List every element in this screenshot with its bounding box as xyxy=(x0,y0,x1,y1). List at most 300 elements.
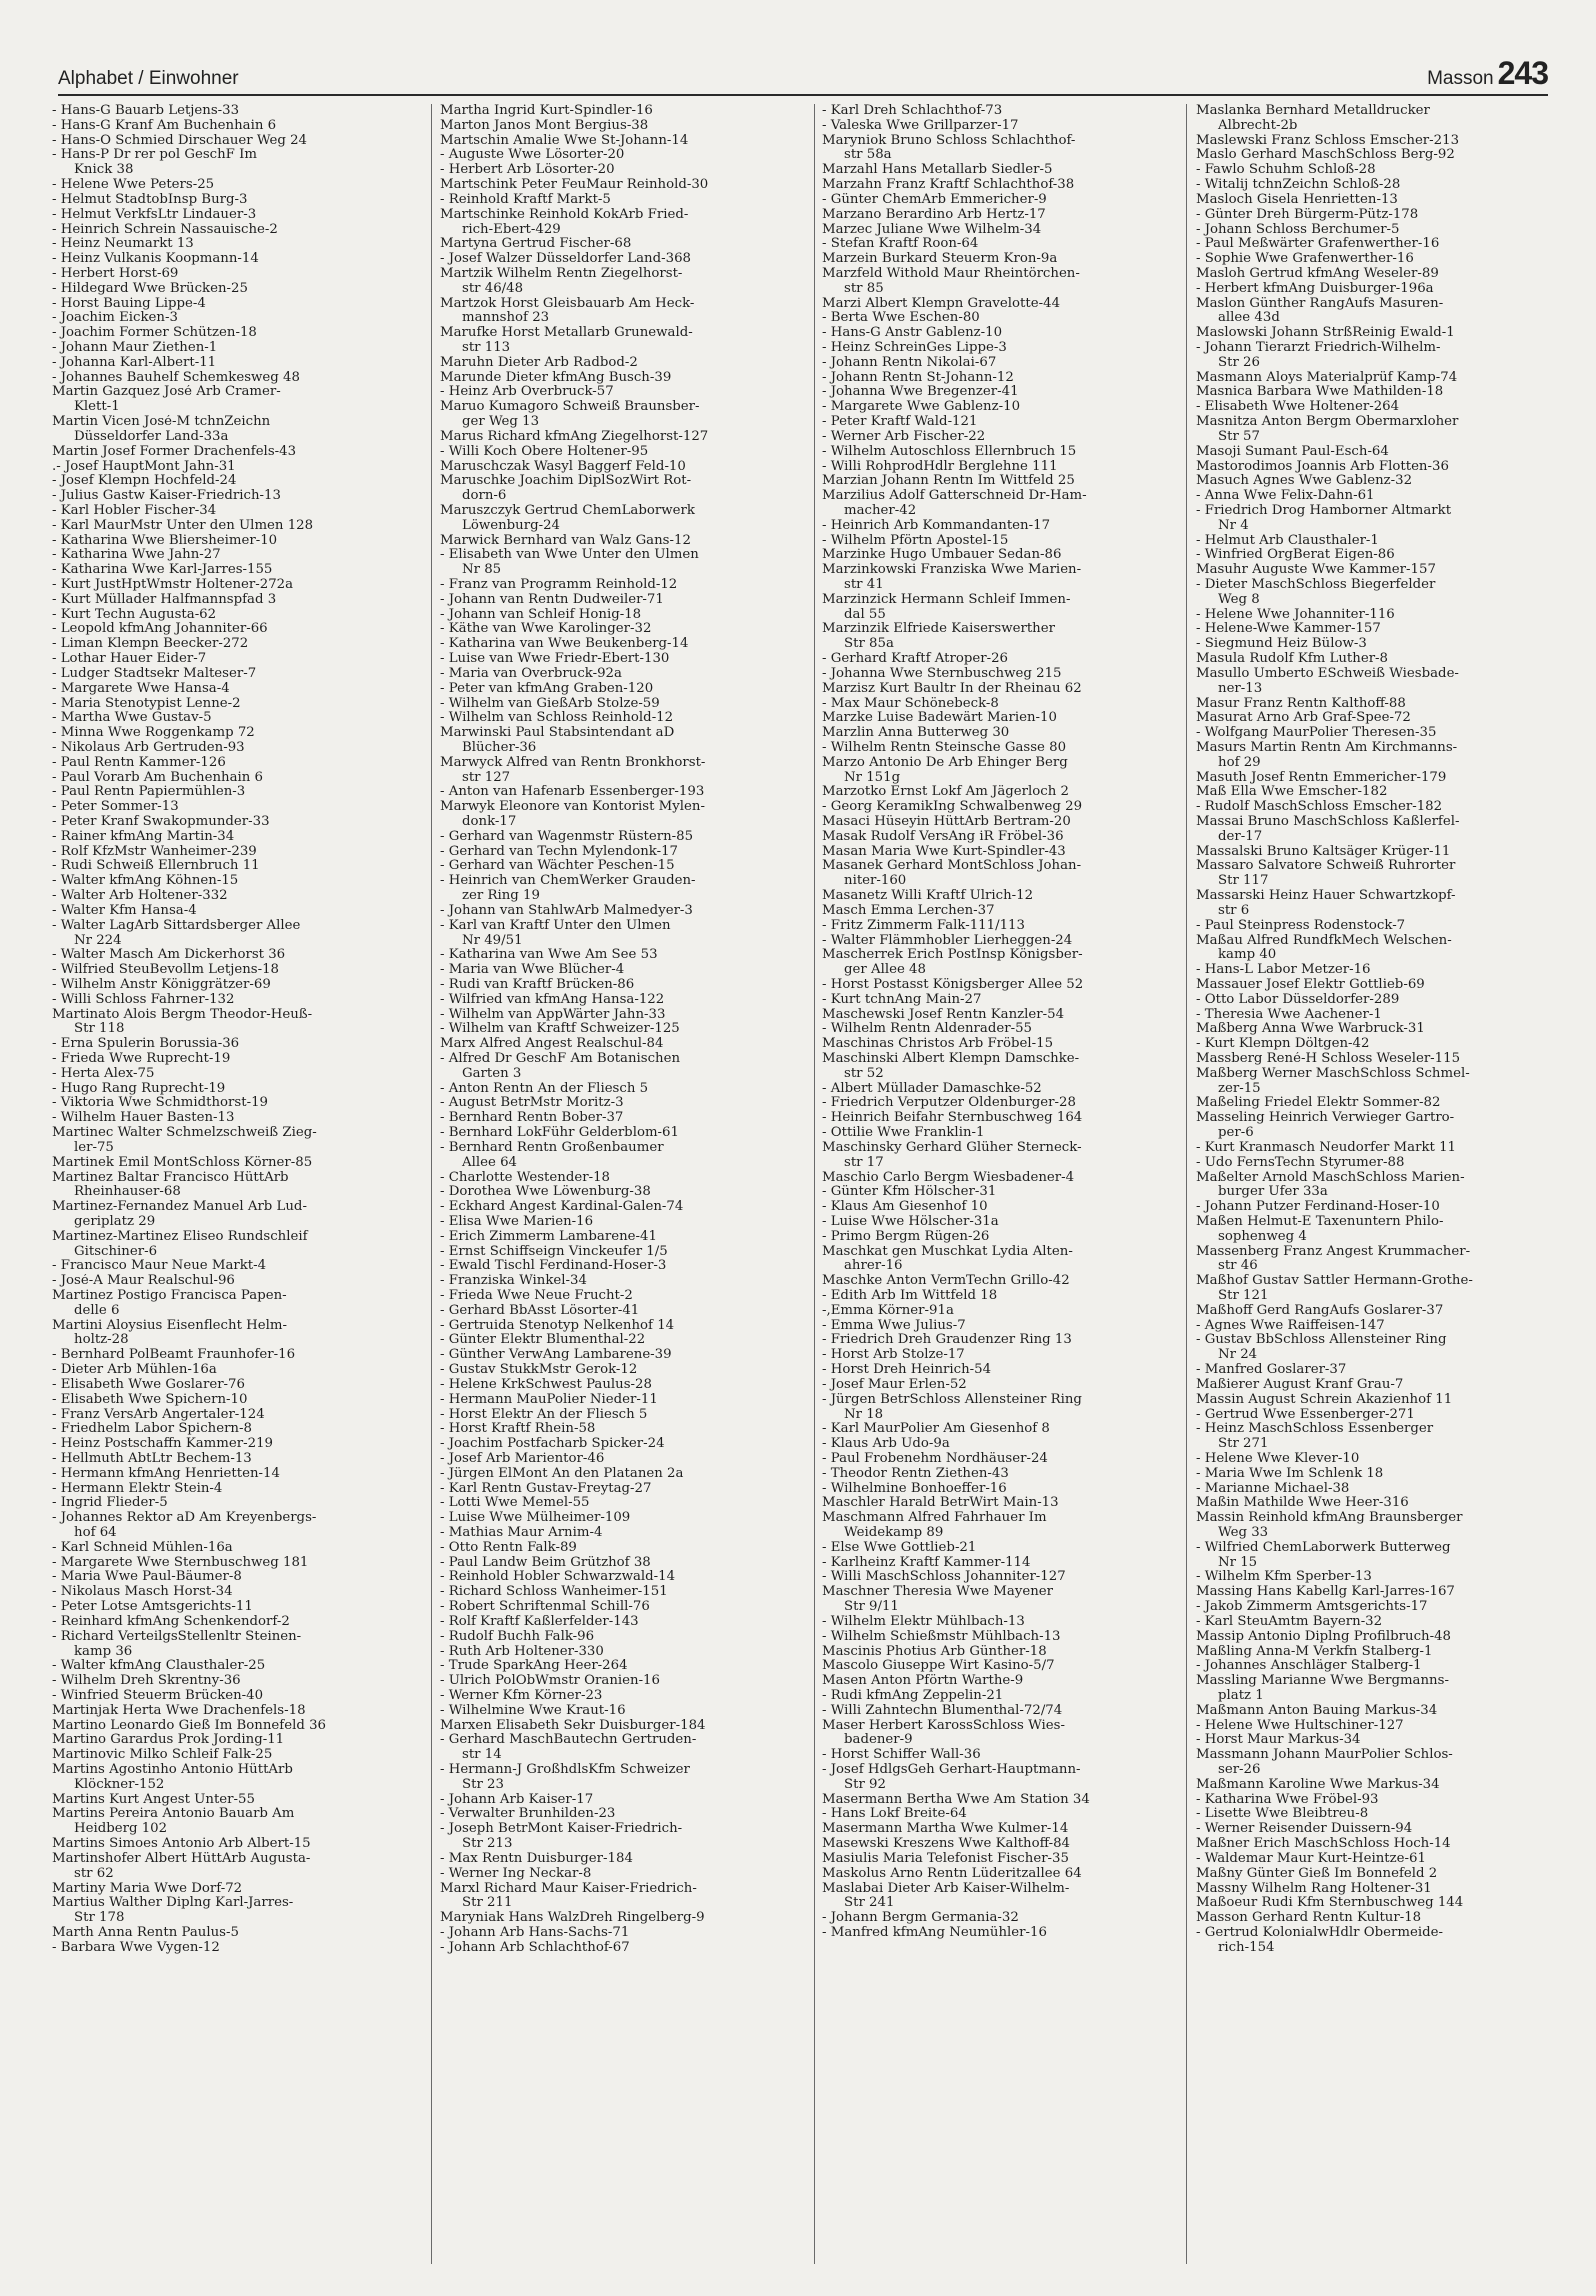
directory-entry-line: Str 213 xyxy=(462,1837,513,1852)
directory-entry-line: - Horst Maur Markus-34 xyxy=(1196,1733,1361,1748)
directory-entry-line: dorn-6 xyxy=(462,489,507,504)
directory-entry-line: str 17 xyxy=(844,1155,884,1170)
directory-entry-line: Maßeling Friedel Elektr Sommer-82 xyxy=(1196,1096,1441,1111)
directory-entry-line: Nr 24 xyxy=(1218,1348,1258,1363)
directory-entry-line: str 52 xyxy=(844,1066,884,1081)
directory-entry-line: - Kurt JustHptWmstr Holtener-272a xyxy=(52,578,294,592)
directory-entry-line: - Charlotte Westender-18 xyxy=(440,1170,610,1185)
directory-entry-line: Marzfeld Withold Maur Rheintörchen- xyxy=(822,266,1080,281)
directory-entry-line: Marwyk Eleonore van Kontorist Mylen- xyxy=(440,800,705,815)
directory-entry-line: Maßierer August Kranf Grau-7 xyxy=(1196,1377,1404,1392)
directory-entry-line: Massin August Schrein Akazienhof 11 xyxy=(1196,1392,1453,1407)
directory-entry-line: - Johann Arb Hans-Sachs-71 xyxy=(440,1925,630,1940)
directory-entry-line: - Trude SparkAng Heer-264 xyxy=(440,1659,628,1674)
directory-entry-line: - Gertruida Stenotyp Nelkenhof 14 xyxy=(440,1318,675,1333)
directory-entry-line: Masaci Hüseyin HüttArb Bertram-20 xyxy=(822,815,1071,829)
directory-entry-line: - Gerhard van Techn Mylendonk-17 xyxy=(440,844,679,859)
directory-entry-line: hof 64 xyxy=(74,1526,117,1540)
directory-entry-line: Nr 15 xyxy=(1218,1555,1258,1570)
directory-entry-line: - Manfred kfmAng Neumühler-16 xyxy=(822,1925,1047,1940)
directory-entry-line: Maruszczyk Gertrud ChemLaborwerk xyxy=(440,503,695,518)
directory-entry-line: Str 23 xyxy=(462,1777,504,1792)
directory-entry-line: Martins Agostinho Antonio HüttArb xyxy=(52,1763,293,1777)
directory-entry-line: - Paul Steinpress Rodenstock-7 xyxy=(1196,918,1406,933)
directory-entry-line: - Leopold kfmAng Johanniter-66 xyxy=(52,622,268,637)
directory-entry-line: - Hans-G Bauarb Letjens-33 xyxy=(52,104,240,118)
directory-entry-line: - Josef Arb Marientor-46 xyxy=(440,1451,605,1466)
directory-entry-line: - Karlheinz Kraftf Kammer-114 xyxy=(822,1555,1031,1570)
directory-entry-line: - Hildegard Wwe Brücken-25 xyxy=(52,281,248,296)
directory-entry-line: str 14 xyxy=(462,1748,502,1763)
directory-entry-line: Maruschke Joachim DiplSozWirt Rot- xyxy=(440,474,692,489)
directory-entry-line: Maschewski Josef Rentn Kanzler-54 xyxy=(822,1007,1065,1022)
directory-entry-line: - Rolf KfzMstr Wanheimer-239 xyxy=(52,844,257,859)
directory-entry-line: - Dieter Arb Mühlen-16a xyxy=(52,1363,217,1378)
directory-entry-line: Masuch Agnes Wwe Gablenz-32 xyxy=(1196,474,1413,489)
directory-entry-line: - Bernhard PolBeamt Fraunhofer-16 xyxy=(52,1348,296,1363)
directory-entry-line: Maßner Erich MaschSchloss Hoch-14 xyxy=(1196,1837,1451,1852)
directory-entry-line: - Maria van Overbruck-92a xyxy=(440,666,622,681)
directory-entry-line: Marxen Elisabeth Sekr Duisburger-184 xyxy=(440,1718,706,1733)
directory-entry-line: - Jürgen ElMont An den Platanen 2a xyxy=(440,1466,684,1481)
directory-entry-line: - Bernhard LokFühr Gelderblom-61 xyxy=(440,1126,679,1141)
directory-entry-line: - Edith Arb Im Wittfeld 18 xyxy=(822,1289,998,1303)
directory-entry-line: Massauer Josef Elektr Gottlieb-69 xyxy=(1196,977,1425,992)
directory-entry-line: Maschio Carlo Bergm Wiesbadener-4 xyxy=(822,1170,1075,1185)
directory-entry-line: Garten 3 xyxy=(462,1066,522,1081)
directory-entry-line: Masula Rudolf Kfm Luther-8 xyxy=(1196,652,1388,667)
directory-entry-line: Massenberg Franz Angest Krummacher- xyxy=(1196,1244,1471,1259)
directory-entry-line: - Johann Arb Schlachthof-67 xyxy=(440,1940,630,1955)
directory-entry-line: Martinato Alois Bergm Theodor-Heuß- xyxy=(52,1007,313,1022)
directory-entry-line: - Gerhard van Wächter Peschen-15 xyxy=(440,859,675,874)
directory-entry-line: - Johann Maur Ziethen-1 xyxy=(52,341,218,355)
directory-entry-line: - Lotti Wwe Memel-55 xyxy=(440,1496,590,1511)
directory-entry-line: - Wilhelm Elektr Mühlbach-13 xyxy=(822,1614,1025,1629)
directory-entry-line: - Heinz SchreinGes Lippe-3 xyxy=(822,341,1007,355)
directory-entry-line: Nr 18 xyxy=(844,1407,884,1422)
directory-entry-line: Marus Richard kfmAng Ziegelhorst-127 xyxy=(440,429,709,444)
directory-entry-line: Düsseldorfer Land-33a xyxy=(74,429,229,444)
directory-entry-line: Marzano Berardino Arb Hertz-17 xyxy=(822,207,1046,222)
directory-entry-line: burger Ufer 33a xyxy=(1218,1185,1328,1200)
directory-entry-line: Maslanka Bernhard Metalldrucker xyxy=(1196,104,1430,118)
directory-entry-line: Martins Simoes Antonio Arb Albert-15 xyxy=(52,1837,311,1852)
directory-entry-line: - Eckhard Angest Kardinal-Galen-74 xyxy=(440,1200,684,1215)
directory-entry-line: Marzlin Anna Butterweg 30 xyxy=(822,726,1010,741)
directory-entry-line: - Gerhard van Wagenmstr Rüstern-85 xyxy=(440,829,694,844)
directory-entry-line: - Josef Klempn Hochfeld-24 xyxy=(52,474,237,489)
column-divider xyxy=(814,104,815,2264)
directory-entry-line: kamp 36 xyxy=(74,1644,133,1659)
directory-entry-line: - Siegmund Heiz Bülow-3 xyxy=(1196,637,1367,652)
directory-entry-line: Maßhof Gustav Sattler Hermann-Grothe- xyxy=(1196,1274,1473,1289)
directory-entry-line: - Gerhard BbAsst Lösorter-41 xyxy=(440,1303,640,1318)
directory-entry-line: - Walter LagArb Sittardsberger Allee xyxy=(52,918,301,933)
directory-entry-line: Masloch Gisela Henrietten-13 xyxy=(1196,192,1398,207)
directory-entry-line: - Kurt Klempn Döltgen-42 xyxy=(1196,1037,1370,1052)
directory-entry-line: - Horst Elektr An der Fliesch 5 xyxy=(440,1407,648,1422)
directory-entry-line: - Bernhard Rentn Bober-37 xyxy=(440,1111,624,1126)
directory-entry-line: Masuth Josef Rentn Emmericher-179 xyxy=(1196,770,1447,785)
directory-entry-line: - Walter Masch Am Dickerhorst 36 xyxy=(52,948,286,963)
directory-entry-line: Mastorodimos Joannis Arb Flotten-36 xyxy=(1196,459,1449,474)
directory-entry-line: badener-9 xyxy=(844,1733,913,1748)
directory-entry-line: Martinec Walter Schmelzschweiß Zieg- xyxy=(52,1126,317,1141)
directory-entry-line: Maschmann Alfred Fahrhauer Im xyxy=(822,1511,1047,1526)
directory-entry-line: Maslon Günther RangAufs Masuren- xyxy=(1196,296,1444,311)
directory-entry-line: Maslabai Dieter Arb Kaiser-Wilhelm- xyxy=(822,1881,1070,1896)
directory-entry-line: Marzahn Franz Kraftf Schlachthof-38 xyxy=(822,178,1075,193)
directory-entry-line: - Francisco Maur Neue Markt-4 xyxy=(52,1259,267,1274)
directory-entry-line: - Rudolf MaschSchloss Emscher-182 xyxy=(1196,800,1443,815)
directory-entry-line: - Karl MaurMstr Unter den Ulmen 128 xyxy=(52,518,314,533)
directory-entry-line: - Albert Müllader Damaschke-52 xyxy=(822,1081,1042,1096)
directory-entry-line: Martins Pereira Antonio Bauarb Am xyxy=(52,1807,295,1822)
directory-entry-line: - Helene Wwe Johanniter-116 xyxy=(1196,607,1395,622)
directory-entry-line: - Walter Kfm Hansa-4 xyxy=(52,903,197,918)
directory-entry-line: - Wilhelm van GießArb Stolze-59 xyxy=(440,696,660,711)
directory-entry-line: - Walter kfmAng Köhnen-15 xyxy=(52,874,239,889)
directory-entry-line: - Berta Wwe Eschen-80 xyxy=(822,311,980,326)
directory-entry-line: - Wilhelm van Schloss Reinhold-12 xyxy=(440,711,674,726)
directory-entry-line: Maßmann Karoline Wwe Markus-34 xyxy=(1196,1777,1440,1792)
directory-entry-line: Martinez-Fernandez Manuel Arb Lud- xyxy=(52,1200,307,1215)
directory-entry-line: - Joseph BetrMont Kaiser-Friedrich- xyxy=(440,1822,683,1837)
directory-entry-line: Martha Ingrid Kurt-Spindler-16 xyxy=(440,104,653,118)
directory-entry-line: hof 29 xyxy=(1218,755,1261,770)
page-number: 243 xyxy=(1497,55,1548,91)
directory-entry-line: Masseling Heinrich Verwieger Gartro- xyxy=(1196,1111,1455,1126)
directory-entry-line: Marzotko Ernst Lokf Am Jägerloch 2 xyxy=(822,785,1069,800)
directory-entry-line: - Hermann kfmAng Henrietten-14 xyxy=(52,1466,280,1481)
directory-entry-line: - Willi Koch Obere Holtener-95 xyxy=(440,444,649,459)
directory-entry-line: Martinez-Martinez Eliseo Rundschleif xyxy=(52,1229,308,1244)
directory-entry-line: - Friedrich Dreh Graudenzer Ring 13 xyxy=(822,1333,1072,1348)
directory-entry-line: - Wilhelm Rentn Steinsche Gasse 80 xyxy=(822,740,1067,755)
directory-entry-line: - Helmut StadtobInsp Burg-3 xyxy=(52,192,248,207)
directory-entry-line: allee 43d xyxy=(1218,311,1280,326)
directory-entry-line: Maßoeur Rudi Kfm Sternbuschweg 144 xyxy=(1196,1896,1464,1911)
directory-entry-line: - Günter Kfm Hölscher-31 xyxy=(822,1185,997,1200)
directory-entry-line: - Peter Sommer-13 xyxy=(52,800,179,815)
directory-entry-line: - Johann Tierarzt Friedrich-Wilhelm- xyxy=(1196,341,1441,355)
directory-entry-line: - Erich Zimmerm Lambarene-41 xyxy=(440,1229,657,1244)
directory-entry-line: Knick 38 xyxy=(74,163,134,178)
directory-entry-line: Marzinke Hugo Umbauer Sedan-86 xyxy=(822,548,1062,563)
directory-entry-line: - Dieter MaschSchloss Biegerfelder xyxy=(1196,578,1436,592)
directory-entry-line: - Margarete Wwe Hansa-4 xyxy=(52,681,230,696)
directory-entry-line: Mascherrek Erich PostInsp Königsber- xyxy=(822,948,1083,963)
directory-entry-line: - Elisabeth van Wwe Unter den Ulmen xyxy=(440,548,699,563)
directory-entry-line: Masermann Martha Wwe Kulmer-14 xyxy=(822,1822,1069,1837)
directory-entry-line: Marton Janos Mont Bergius-38 xyxy=(440,118,649,133)
directory-entry-line: - Erna Spulerin Borussia-36 xyxy=(52,1037,240,1052)
directory-entry-line: - Walter Arb Holtener-332 xyxy=(52,889,228,904)
directory-entry-line: - Viktoria Wwe Schmidthorst-19 xyxy=(52,1096,268,1111)
directory-entry-line: - Johann van Schleif Honig-18 xyxy=(440,607,642,622)
directory-entry-line: - Helmut Arb Clausthaler-1 xyxy=(1196,533,1379,548)
directory-entry-line: - Waldemar Maur Kurt-Heintze-61 xyxy=(1196,1851,1426,1866)
directory-entry-line: - Ingrid Flieder-5 xyxy=(52,1496,168,1511)
directory-entry-line: - Gerhard MaschBautechn Gertruden- xyxy=(440,1733,697,1748)
directory-entry-line: - Bernhard Rentn Großenbaumer xyxy=(440,1140,664,1155)
directory-entry-line: Marwinski Paul Stabsintendant aD xyxy=(440,726,675,741)
directory-entry-line: Maßen Helmut-E Taxenuntern Philo- xyxy=(1196,1214,1444,1229)
directory-entry-line: - Lothar Hauer Eider-7 xyxy=(52,652,207,667)
directory-entry-line: - Wilhelm van Kraftf Schweizer-125 xyxy=(440,1022,680,1037)
directory-entry-line: - Fawlo Schuhm Schloß-28 xyxy=(1196,163,1376,178)
directory-entry-line: Martyna Gertrud Fischer-68 xyxy=(440,237,632,252)
directory-entry-line: - Friedhelm Labor Spichern-8 xyxy=(52,1422,252,1437)
directory-entry-line: - Horst Kraftf Rhein-58 xyxy=(440,1422,596,1437)
directory-entry-line: Maßhoff Gerd RangAufs Goslarer-37 xyxy=(1196,1303,1444,1318)
directory-entry-line: - Josef Maur Erlen-52 xyxy=(822,1377,967,1392)
directory-entry-line: - Helene Wwe Klever-10 xyxy=(1196,1451,1360,1466)
directory-entry-line: Gitschiner-6 xyxy=(74,1244,158,1259)
directory-entry-line: - Wilhelm Dreh Skrentny-36 xyxy=(52,1674,241,1689)
directory-entry-line: - Katharina Wwe Jahn-27 xyxy=(52,548,221,563)
directory-entry-line: - Hans Lokf Breite-64 xyxy=(822,1807,967,1822)
directory-entry-line: - Luise van Wwe Friedr-Ebert-130 xyxy=(440,652,670,667)
directory-entry-line: str 46 xyxy=(1218,1259,1258,1274)
directory-entry-line: - Karl Hobler Fischer-34 xyxy=(52,503,217,518)
directory-entry-line: - Rolf Kraftf Kaßlerfelder-143 xyxy=(440,1614,639,1629)
directory-entry-line: - Richard Schloss Wanheimer-151 xyxy=(440,1585,668,1600)
directory-entry-line: Massarski Heinz Hauer Schwartzkopf- xyxy=(1196,889,1456,904)
directory-entry-line: - Emma Wwe Julius-7 xyxy=(822,1318,966,1333)
directory-entry-line: - Helene-Wwe Kammer-157 xyxy=(1196,622,1381,637)
directory-entry-line: Marwick Bernhard van Walz Gans-12 xyxy=(440,533,691,548)
directory-entry-line: - Johanna Wwe Bregenzer-41 xyxy=(822,385,1019,400)
directory-entry-line: - Johann van Rentn Dudweiler-71 xyxy=(440,592,664,607)
directory-entry-line: - Rudolf Buchh Falk-96 xyxy=(440,1629,595,1644)
directory-entry-line: - Hugo Rang Ruprecht-19 xyxy=(52,1081,226,1096)
directory-entry-line: - Margarete Wwe Gablenz-10 xyxy=(822,400,1021,415)
directory-entry-line: Maschinas Christos Arb Fröbel-15 xyxy=(822,1037,1054,1052)
directory-entry-line: - Wilhelm Pförtn Apostel-15 xyxy=(822,533,1009,548)
directory-entry-line: -,Emma Körner-91a xyxy=(822,1303,954,1318)
directory-entry-line: - Georg KeramikIng Schwalbenweg 29 xyxy=(822,800,1083,815)
directory-entry-line: Massip Antonio Diplng Profilbruch-48 xyxy=(1196,1629,1452,1644)
directory-entry-line: Str 9/11 xyxy=(844,1600,899,1615)
directory-entry-line: Martin Vicen José-M tchnZeichn xyxy=(52,415,271,430)
directory-entry-line: - Rudi van Kraftf Brücken-86 xyxy=(440,977,635,992)
directory-entry-line: Martschink Peter FeuMaur Reinhold-30 xyxy=(440,178,709,193)
directory-entry-line: Weidekamp 89 xyxy=(844,1526,944,1540)
directory-entry-line: - Wilhelm Rentn Aldenrader-55 xyxy=(822,1022,1032,1037)
directory-entry-line: Marzo Antonio De Arb Ehinger Berg xyxy=(822,755,1068,770)
directory-entry-line: Masen Anton Pförtn Warthe-9 xyxy=(822,1674,1024,1689)
directory-entry-line: - Joachim Postfacharb Spicker-24 xyxy=(440,1437,665,1452)
directory-entry-line: - Otto Labor Düsseldorfer-289 xyxy=(1196,992,1400,1007)
column-4 xyxy=(1196,104,1551,2274)
directory-entry-line: - Heinz Postschaffn Kammer-219 xyxy=(52,1437,273,1452)
directory-entry-line: - Horst Arb Stolze-17 xyxy=(822,1348,965,1363)
directory-entry-line: - Werner Ing Neckar-8 xyxy=(440,1866,592,1881)
directory-entry-line: - Nikolaus Masch Horst-34 xyxy=(52,1585,233,1600)
directory-entry-line: Maßberg Anna Wwe Warbruck-31 xyxy=(1196,1022,1425,1037)
directory-entry-line: Allee 64 xyxy=(462,1155,517,1170)
directory-entry-line: str 6 xyxy=(1218,903,1250,918)
directory-entry-line: - Maria Stenotypist Lenne-2 xyxy=(52,696,241,711)
directory-entry-line: Masurat Arno Arb Graf-Spee-72 xyxy=(1196,711,1411,726)
directory-entry-line: - Julius Gastw Kaiser-Friedrich-13 xyxy=(52,489,281,504)
directory-entry-line: - Johannes Anschläger Stalberg-1 xyxy=(1196,1659,1422,1674)
directory-entry-line: Maschinski Albert Klempn Damschke- xyxy=(822,1052,1080,1066)
directory-entry-line: - Heinz MaschSchloss Essenberger xyxy=(1196,1422,1434,1437)
directory-entry-line: Str 57 xyxy=(1218,429,1260,444)
directory-entry-line: Martini Aloysius Eisenflecht Helm- xyxy=(52,1318,287,1333)
directory-entry-line: - Wilhelm Hauer Basten-13 xyxy=(52,1111,235,1126)
directory-entry-line: - Reinhold Kraftf Markt-5 xyxy=(440,192,611,207)
directory-entry-line: Marunde Dieter kfmAng Busch-39 xyxy=(440,370,672,385)
directory-entry-line: Martiny Maria Wwe Dorf-72 xyxy=(52,1881,243,1896)
directory-entry-line: - Katharina van Wwe Am See 53 xyxy=(440,948,658,963)
directory-entry-line: - Hermann MauPolier Nieder-11 xyxy=(440,1392,658,1407)
directory-entry-line: - Helene KrkSchwest Paulus-28 xyxy=(440,1377,652,1392)
directory-entry-line: ger Allee 48 xyxy=(844,963,926,978)
directory-entry-line: zer-15 xyxy=(1218,1081,1261,1096)
directory-entry-line: - Gertrud KolonialwHdlr Obermeide- xyxy=(1196,1925,1443,1940)
directory-entry-line: Str 271 xyxy=(1218,1437,1269,1452)
directory-entry-line: Martzok Horst Gleisbauarb Am Heck- xyxy=(440,296,695,311)
directory-entry-line: - Hermann Elektr Stein-4 xyxy=(52,1481,223,1496)
directory-entry-line: - Günter Dreh Bürgerm-Pütz-178 xyxy=(1196,207,1419,222)
column-2 xyxy=(440,104,795,2274)
directory-entry-line: - Reinhard kfmAng Schenkendorf-2 xyxy=(52,1614,290,1629)
directory-entry-line: Löwenburg-24 xyxy=(462,518,561,533)
directory-entry-line: - Frieda Wwe Ruprecht-19 xyxy=(52,1052,231,1066)
directory-entry-line: - Winfried OrgBerat Eigen-86 xyxy=(1196,548,1395,563)
directory-entry-line: - Nikolaus Arb Gertruden-93 xyxy=(52,740,245,755)
directory-entry-line: - Wilhelm Schießmstr Mühlbach-13 xyxy=(822,1629,1061,1644)
directory-entry-line: - Richard VerteilgsStellenltr Steinen- xyxy=(52,1629,302,1644)
directory-entry-line: dal 55 xyxy=(844,607,886,622)
directory-entry-line: Str 117 xyxy=(1218,874,1269,889)
directory-entry-line: - Johannes Bauhelf Schemkesweg 48 xyxy=(52,370,300,385)
directory-entry-line: Maßin Mathilde Wwe Heer-316 xyxy=(1196,1496,1409,1511)
directory-entry-line: - Paul Vorarb Am Buchenhain 6 xyxy=(52,770,264,785)
directory-entry-line: Maruhn Dieter Arb Radbod-2 xyxy=(440,355,638,370)
directory-entry-line: Marwyck Alfred van Rentn Bronkhorst- xyxy=(440,755,706,770)
directory-entry-line: - Robert Schriftenmal Schill-76 xyxy=(440,1600,650,1615)
directory-entry-line: Masermann Bertha Wwe Am Station 34 xyxy=(822,1792,1090,1807)
column-1 xyxy=(52,104,407,2274)
directory-entry-line: - Barbara Wwe Vygen-12 xyxy=(52,1940,220,1955)
directory-entry-line: - Wilfried SteuBevollm Letjens-18 xyxy=(52,963,280,978)
directory-entry-line: - Karl Dreh Schlachthof-73 xyxy=(822,104,1003,118)
directory-entry-line: niter-160 xyxy=(844,874,907,889)
directory-entry-line: - Jürgen BetrSchloss Allensteiner Ring xyxy=(822,1392,1082,1407)
directory-entry-line: - Johanna Karl-Albert-11 xyxy=(52,355,217,370)
column-3 xyxy=(822,104,1177,2274)
directory-entry-line: - Helene Wwe Hultschiner-127 xyxy=(1196,1718,1404,1733)
directory-entry-line: - Max Rentn Duisburger-184 xyxy=(440,1851,633,1866)
directory-entry-line: - Horst Bauing Lippe-4 xyxy=(52,296,206,311)
directory-entry-line: Str 241 xyxy=(844,1896,895,1911)
directory-entry-line: - Auguste Wwe Lösorter-20 xyxy=(440,148,625,163)
directory-entry-line: - Joachim Eicken-3 xyxy=(52,311,178,326)
directory-entry-line: - Paul Rentn Papiermühlen-3 xyxy=(52,785,246,800)
directory-entry-line: - Rainer kfmAng Martin-34 xyxy=(52,829,235,844)
directory-entry-line: Martius Walther Diplng Karl-Jarres- xyxy=(52,1896,294,1911)
directory-entry-line: - Rudi Schweiß Ellernbruch 11 xyxy=(52,859,260,874)
directory-entry-line: - Käthe van Wwe Karolinger-32 xyxy=(440,622,652,637)
directory-entry-line: - Ottilie Wwe Franklin-1 xyxy=(822,1126,985,1141)
directory-entry-line: - Johanna Wwe Sternbuschweg 215 xyxy=(822,666,1062,681)
directory-entry-line: Str 178 xyxy=(74,1911,125,1926)
directory-entry-line: - Herbert Horst-69 xyxy=(52,266,179,281)
directory-entry-line: - Otto Rentn Falk-89 xyxy=(440,1540,577,1555)
directory-entry-line: Rheinhauser-68 xyxy=(74,1185,181,1200)
directory-entry-line: Weg 8 xyxy=(1218,592,1260,607)
directory-entry-line: Marzein Burkard Steuerm Kron-9a xyxy=(822,252,1058,267)
directory-entry-line: - Sophie Wwe Grafenwerther-16 xyxy=(1196,252,1414,267)
directory-entry-line: - Johann Arb Kaiser-17 xyxy=(440,1792,594,1807)
directory-entry-line: Masan Maria Wwe Kurt-Spindler-43 xyxy=(822,844,1066,859)
directory-entry-line: - Karl van Kraftf Unter den Ulmen xyxy=(440,918,671,933)
directory-entry-line: - Ewald Tischl Ferdinand-Hoser-3 xyxy=(440,1259,667,1274)
directory-entry-line: - Elisa Wwe Marien-16 xyxy=(440,1214,594,1229)
directory-entry-line: Massing Hans Kabellg Karl-Jarres-167 xyxy=(1196,1585,1455,1600)
directory-entry-line: - Gertrud Wwe Essenberger-271 xyxy=(1196,1407,1415,1422)
directory-entry-line: - Paul Landw Beim Grützhof 38 xyxy=(440,1555,651,1570)
directory-entry-line: str 85 xyxy=(844,281,884,296)
directory-entry-line: Martinez Postigo Francisca Papen- xyxy=(52,1289,287,1303)
directory-entry-line: Heidberg 102 xyxy=(74,1822,168,1837)
directory-entry-line: - Josef HdlgsGeh Gerhart-Hauptmann- xyxy=(822,1763,1081,1777)
directory-entry-line: - Herbert Arb Lösorter-20 xyxy=(440,163,615,178)
directory-entry-line: - Agnes Wwe Raiffeisen-147 xyxy=(1196,1318,1385,1333)
directory-entry-line: - Paul Frobenehm Nordhäuser-24 xyxy=(822,1451,1048,1466)
directory-entry-line: - Helene Wwe Peters-25 xyxy=(52,178,215,193)
directory-entry-line: Maßny Günter Gieß Im Bonnefeld 2 xyxy=(1196,1866,1438,1881)
directory-entry-line: Martinshofer Albert HüttArb Augusta- xyxy=(52,1851,311,1866)
directory-entry-line: - Anna Wwe Felix-Dahn-61 xyxy=(1196,489,1375,504)
directory-entry-line: - Hans-O Schmied Dirschauer Weg 24 xyxy=(52,133,307,148)
directory-entry-line: - Else Wwe Gottlieb-21 xyxy=(822,1540,977,1555)
directory-entry-line: - Heinrich Schrein Nassauische-2 xyxy=(52,222,278,237)
directory-entry-line: - Katharina Wwe Karl-Jarres-155 xyxy=(52,563,273,578)
directory-entry-line: - Elisabeth Wwe Holtener-264 xyxy=(1196,400,1400,415)
directory-entry-line: Masur Franz Rentn Kalthoff-88 xyxy=(1196,696,1406,711)
directory-entry-line: - August BetrMstr Moritz-3 xyxy=(440,1096,624,1111)
directory-entry-line: ler-75 xyxy=(74,1140,114,1155)
page-header xyxy=(58,52,1548,96)
directory-entry-line: Maschner Theresia Wwe Mayener xyxy=(822,1585,1054,1600)
directory-entry-line: - Horst Postasst Königsberger Allee 52 xyxy=(822,977,1084,992)
directory-entry-line: - Franz VersArb Angertaler-124 xyxy=(52,1407,265,1422)
directory-entry-line: - Lisette Wwe Bleibtreu-8 xyxy=(1196,1807,1369,1822)
directory-entry-line: Weg 33 xyxy=(1218,1526,1269,1540)
directory-entry-line: Masmann Aloys Materialprüf Kamp-74 xyxy=(1196,370,1458,385)
directory-entry-line: - Valeska Wwe Grillparzer-17 xyxy=(822,118,1019,133)
directory-entry-line: Str 118 xyxy=(74,1022,125,1037)
directory-entry-line: Masch Emma Lerchen-37 xyxy=(822,903,995,918)
directory-entry-line: - Elisabeth Wwe Spichern-10 xyxy=(52,1392,248,1407)
directory-entry-line: - Johann Putzer Ferdinand-Hoser-10 xyxy=(1196,1200,1440,1215)
directory-entry-line: Martino Garardus Prok Jording-11 xyxy=(52,1733,285,1748)
directory-entry-line: Marx Alfred Angest Realschul-84 xyxy=(440,1037,664,1052)
directory-entry-line: Masoji Sumant Paul-Esch-64 xyxy=(1196,444,1389,459)
directory-entry-line: Masnitza Anton Bergm Obermarxloher xyxy=(1196,415,1459,430)
directory-entry-line: - Wolfgang MaurPolier Theresen-35 xyxy=(1196,726,1437,741)
directory-entry-line: - Liman Klempn Beecker-272 xyxy=(52,637,249,652)
directory-entry-line: Massai Bruno MaschSchloss Kaßlerfel- xyxy=(1196,815,1460,829)
directory-entry-line: Masewski Kreszens Wwe Kalthoff-84 xyxy=(822,1837,1071,1852)
directory-entry-line: - Klaus Arb Udo-9a xyxy=(822,1437,950,1452)
